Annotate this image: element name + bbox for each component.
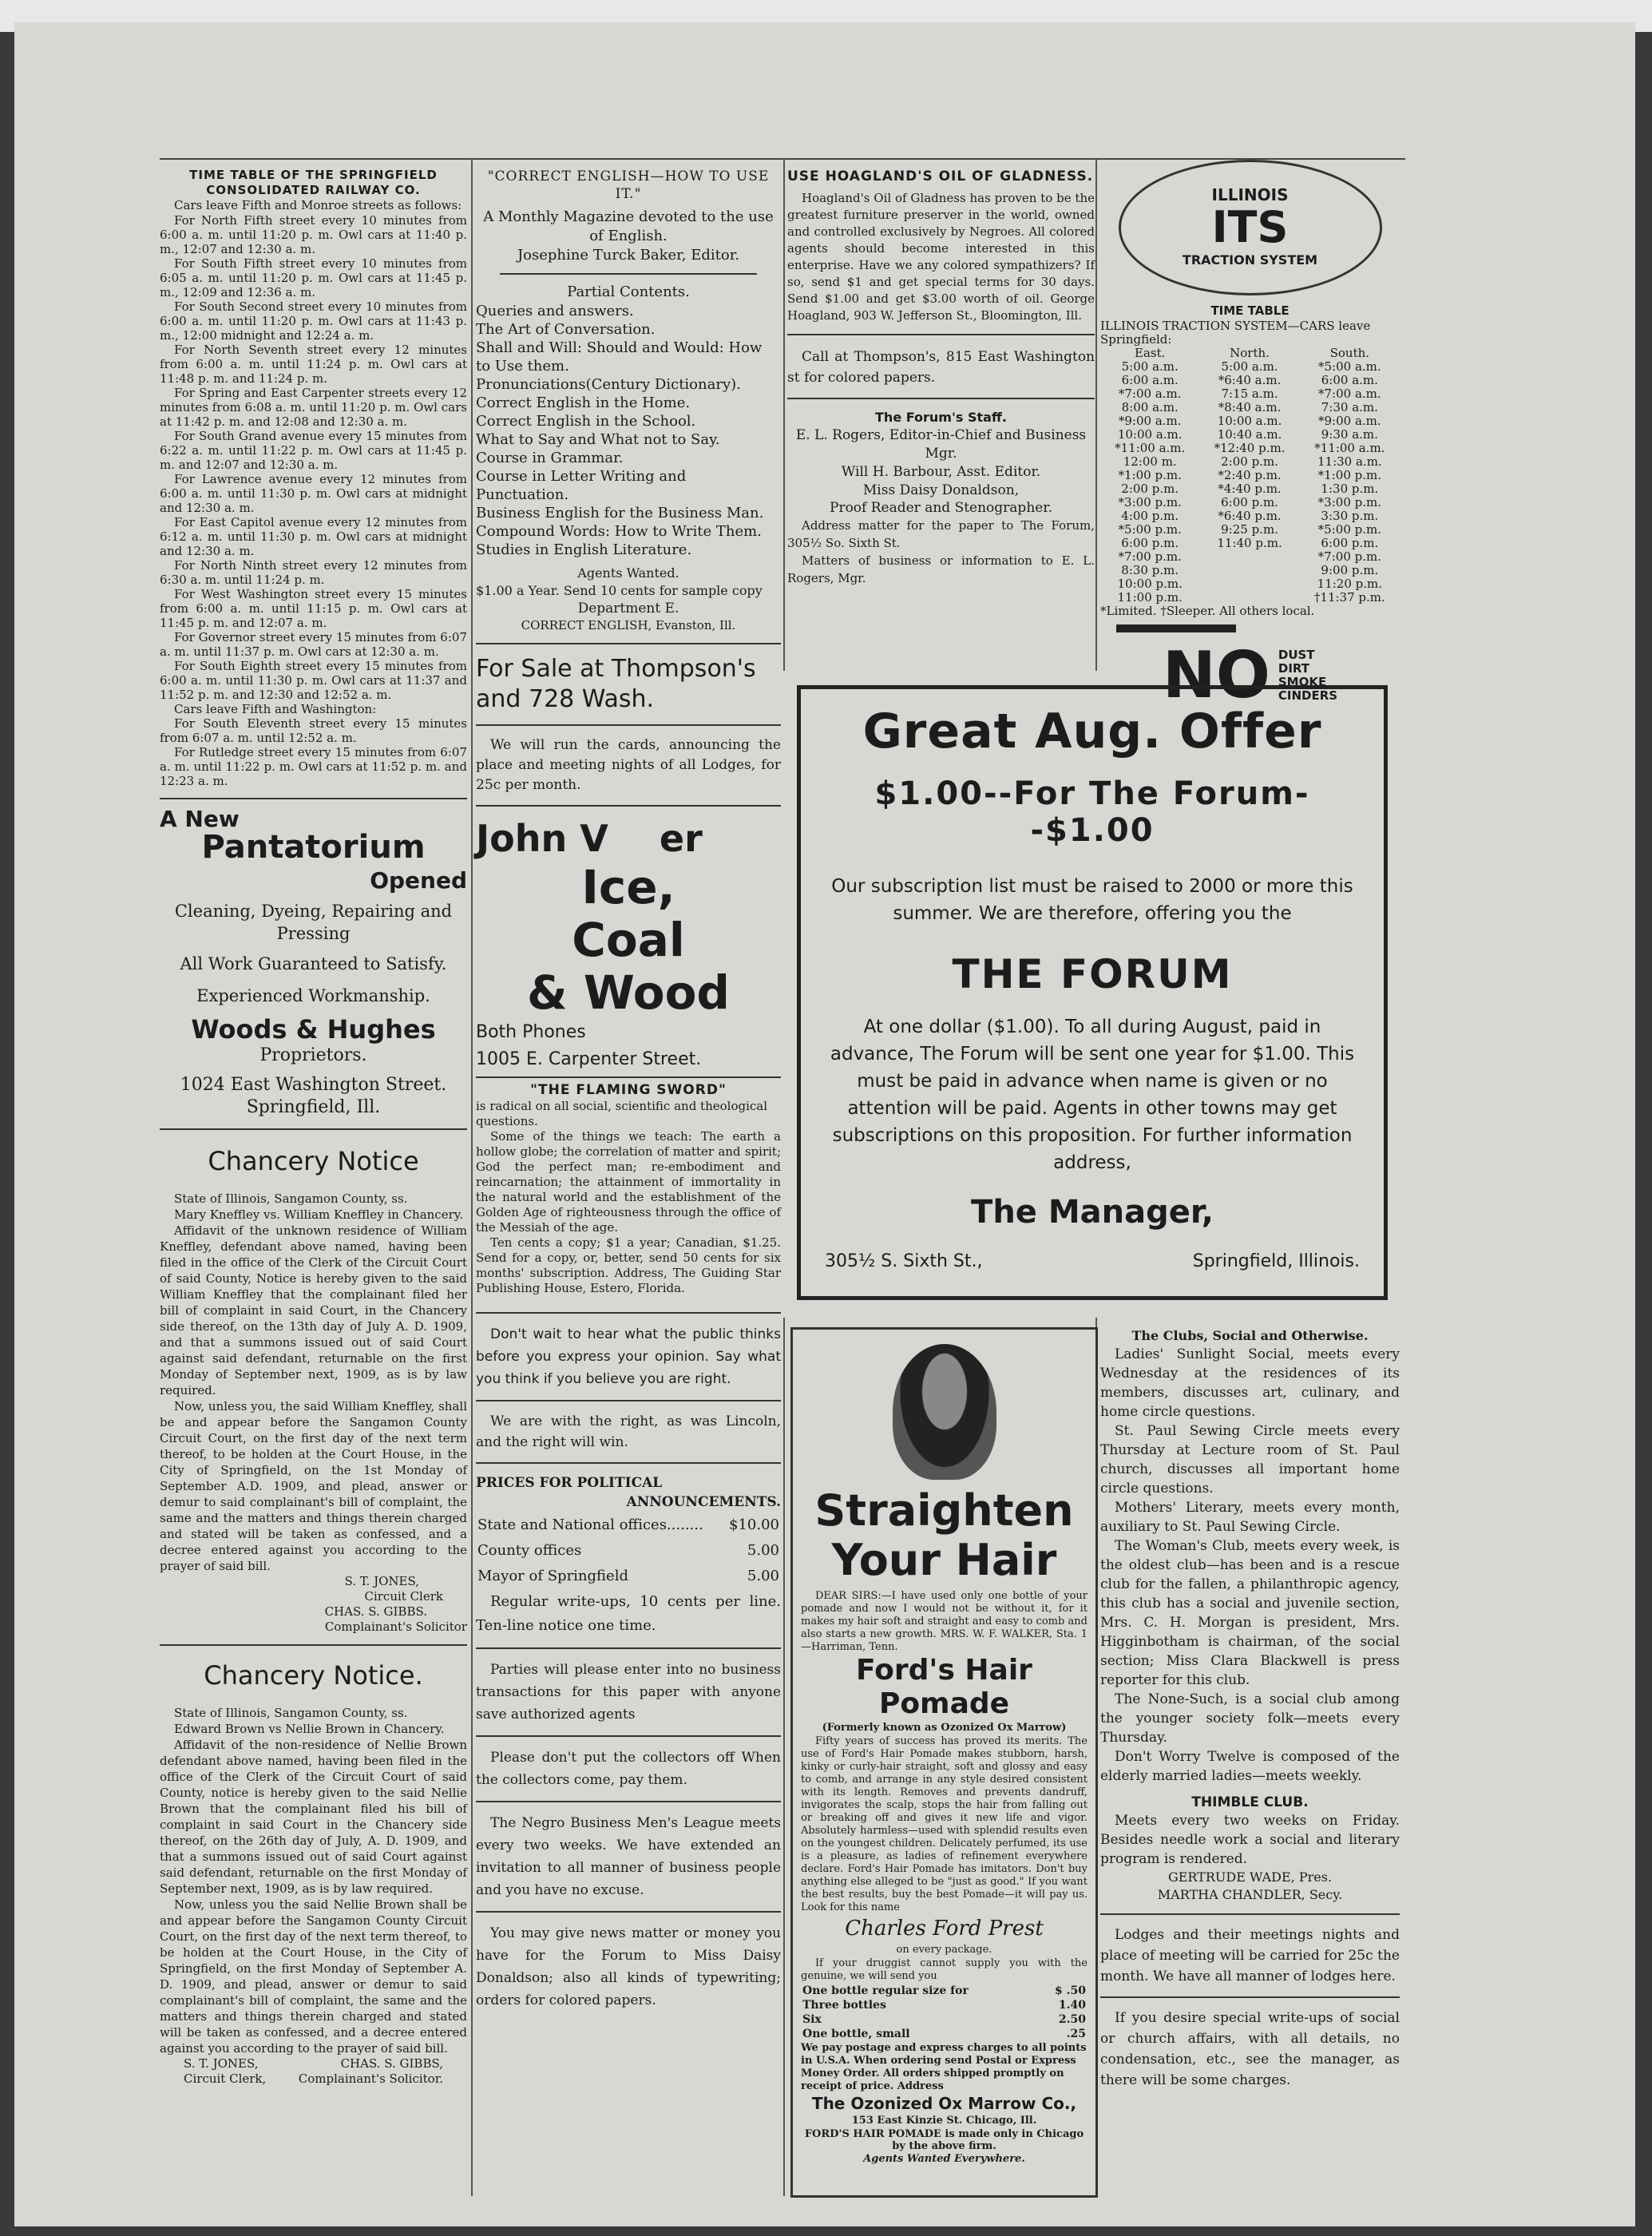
timetable-row	[1100, 428, 1400, 442]
contents-item: Studies in English Literature.	[476, 541, 692, 558]
hair-prices	[801, 1983, 1087, 2042]
flaming-sword-p3: Ten cents a copy; $1 a year; Canadian, $1.25. Send for a copy, or, better, send 50 cents for six months' subscription. Address, The Guiding Star Publishing House, Estero, Florida.	[476, 1235, 781, 1295]
flaming-sword-title: "THE FLAMING SWORD"	[530, 1082, 727, 1098]
timetable-cell	[1199, 577, 1299, 591]
timetable-row	[1100, 537, 1400, 550]
no-item: DUST	[1278, 648, 1315, 662]
price-row	[802, 2028, 1086, 2040]
divider	[160, 1644, 467, 1646]
chancery-1-sig-2: Circuit Clerk	[364, 1589, 443, 1604]
timetable-row	[1100, 523, 1400, 537]
offer-forum: THE FORUM	[952, 951, 1233, 997]
lodges-notice: Lodges and their meetings nights and place of meeting will be carried for 25c the month. We have all manner of lodges here.	[1100, 1927, 1400, 1984]
correct-english-editor: Josephine Turck Baker, Editor.	[517, 247, 740, 264]
thimble-secy: MARTHA CHANDLER, Secy.	[1157, 1887, 1343, 1902]
correct-english-desc: A Monthly Magazine devoted to the use of English.	[483, 208, 774, 244]
divider	[476, 1312, 781, 1314]
price-row	[802, 1984, 1086, 1997]
chancery-1-sig-4: Complainant's Solicitor	[324, 1620, 467, 1634]
pantatorium-services: Cleaning, Dyeing, Repairing and Pressing	[174, 902, 453, 943]
staff-line-3: Miss Daisy Donaldson,	[862, 482, 1020, 498]
chancery-1-title: Chancery Notice	[208, 1146, 419, 1176]
divider	[1100, 1996, 1400, 1998]
illinois-traction-logo	[1119, 160, 1382, 295]
clubs-column	[1100, 1327, 1400, 2091]
timetable-row	[1100, 455, 1400, 469]
pantatorium-owners: Woods & Hughes	[191, 1014, 436, 1045]
club-item: The Woman's Club, meets every week, is the oldest club—has been and is a rescue club for the fallen, a philanthropic agency, this club has a social and juvenile section, Mrs. C. H. Morgan is president, Mrs. Higginbotham is chairman, of the social section; Miss Clara Blackwell is press reporter for this club.	[1100, 1538, 1400, 1688]
divider	[787, 398, 1095, 399]
contents-item: Queries and answers.	[476, 303, 634, 319]
divider	[160, 1128, 467, 1130]
cards-notice: We will run the cards, announcing the place and meeting nights of all Lodges, for 25c per month.	[476, 737, 781, 793]
john-v-wood: & Wood	[527, 965, 730, 1020]
chancery-2-sig-4: Complainant's Solicitor.	[298, 2071, 443, 2086]
pantatorium-title: Pantatorium	[201, 829, 426, 866]
chancery-2-sig-2: CHAS. S. GIBBS,	[340, 2056, 443, 2071]
hair-company-address: 153 East Kinzie St. Chicago, Ill.	[851, 2115, 1037, 2127]
chancery-1-paragraph: State of Illinois, Sangamon County, ss.	[174, 1191, 408, 1206]
timetable-cell: *6:40 a.m.	[1218, 373, 1282, 387]
contents-item: The Art of Conversation.	[476, 321, 656, 338]
chancery-1-sig-3: CHAS. S. GIBBS.	[324, 1604, 427, 1619]
timetable-row	[1100, 482, 1400, 496]
column-3-top	[787, 168, 1095, 587]
correct-english-price: $1.00 a Year. Send 10 cents for sample copy	[476, 583, 763, 598]
pantatorium-line-1: A New	[160, 806, 240, 832]
timetable-cell: 11:20 p.m.	[1317, 577, 1383, 591]
contents-item: Correct English in the School.	[476, 413, 696, 430]
railway-route: For South Fifth street every 10 minutes from 6:05 a. m. until 11:20 p. m. Owl cars at 11:45 p. m., 12:09 and 12:36 a. m.	[160, 256, 467, 299]
price-value: $ .50	[1055, 1984, 1086, 1997]
railway-route: For West Washington street every 15 minutes from 6:00 a. m. until 11:15 p. m. Owl cars at 11:45 p. m. and 12:07 a. m.	[160, 587, 467, 630]
column-rule-2b	[783, 1318, 785, 2196]
chancery-2-sig-3: Circuit Clerk,	[184, 2071, 267, 2086]
price-label: Three bottles	[802, 1999, 886, 2012]
traction-timetable	[1100, 347, 1400, 605]
chancery-2-paragraph: Affidavit of the non-residence of Nellie Brown defendant above named, having been filed in the office of the Clerk of the Circuit Court of said County, notice is hereby given to the said Nellie Brown that the complainant filed his bill of complaint in said Court in the Chancery side thereof, on the 26th day of July, A. D. 1909, and that a summons issued out of said Court against said defendant, returnable on the first Monday of September next, 1909, as is by law required.	[160, 1738, 467, 1896]
header-north: North.	[1230, 346, 1270, 360]
chancery-2-paragraph: Edward Brown vs Nellie Brown in Chancery.	[174, 1722, 445, 1736]
timetable-cell: *11:00 a.m.	[1314, 441, 1385, 455]
timetable-cell: †11:37 p.m.	[1313, 590, 1385, 605]
railway-route: For South Eleventh street every 15 minutes from 6:07 a. m. until 12:52 a. m.	[160, 716, 467, 745]
divider	[476, 643, 781, 644]
thompson-notice: Call at Thompson's, 815 East Washington st for colored papers.	[787, 349, 1095, 386]
price-row	[802, 2013, 1086, 2026]
divider	[160, 798, 467, 799]
railway-route: For North Seventh street every 12 minutes from 6:00 a. m. until 11:24 p. m. Owl cars at 11:48 p. m. and 11:24 p. m.	[160, 343, 467, 386]
timetable-row	[1100, 577, 1400, 591]
rate-row	[477, 1513, 779, 1537]
price-value: 1.40	[1058, 1999, 1086, 2012]
offer-title: Great Aug. Offer	[862, 704, 1322, 759]
correct-english-title: "CORRECT ENGLISH—HOW TO USE IT."	[487, 168, 770, 202]
timetable-cell	[1199, 564, 1299, 577]
dont-wait-notice: Don't wait to hear what the public thinks before you express your opinion. Say what you think if you believe you are right.	[476, 1326, 781, 1387]
hair-made: FORD'S HAIR POMADE is made only in Chicago by the above firm.	[804, 2128, 1084, 2152]
divider	[476, 1801, 781, 1802]
offer-price: $1.00--For The Forum--$1.00	[874, 775, 1310, 849]
rate-price: 5.00	[747, 1542, 779, 1559]
chancery-1-paragraph: Now, unless you, the said William Kneffley, shall be and appear before the Sangamon County Circuit Court, on the first day of the next term thereof, to be holden at the Court House, in the City of Springfield, on the 1st Monday of September A.D. 1909, and plead, answer or demur to said complainant's bill of complaint, the same and the matters and things therein charged and stated will be taken as confessed, and a decree entered against you according to the prayer of said bill.	[160, 1399, 467, 1573]
column-rule-2	[783, 160, 785, 671]
special-writeups-notice: If you desire special write-ups of social or church affairs, with all details, no condensation, etc., see the manager, as there will be some charges.	[1100, 2010, 1400, 2088]
column-rule-1	[471, 160, 473, 2196]
timetable-cell: 11:30 a.m.	[1317, 454, 1382, 469]
divider	[476, 1076, 781, 1078]
pantatorium-address: 1024 East Washington Street.	[180, 1075, 447, 1095]
rate-label: Mayor of Springfield	[477, 1568, 628, 1584]
john-v-ad	[476, 816, 781, 1073]
timetable-header-row	[1100, 347, 1400, 360]
hoagland-body: Hoagland's Oil of Gladness has proven to be the greatest furniture preserver in the world, owned and controlled exclusively by Negroes. All colored agents should become interested in this enterprise. Have we any colored sympathizers? If so, send $1 and get special terms for 30 days. Send $1.00 and get $3.00 worth of oil. George Hoagland, 903 W. Jefferson St., Bloomington, Ill.	[787, 191, 1095, 323]
timetable-cell: *1:00 p.m.	[1317, 468, 1381, 482]
hair-brand-1: Ford's Hair	[856, 1654, 1032, 1687]
political-title-2: ANNOUNCEMENTS.	[626, 1494, 781, 1510]
traction-timetable-sub: ILLINOIS TRACTION SYSTEM—CARS leave Springfield:	[1100, 319, 1371, 347]
timetable-cell: *3:00 p.m.	[1118, 495, 1182, 509]
chancery-2-title: Chancery Notice.	[204, 1660, 423, 1691]
divider	[476, 1400, 781, 1401]
column-rule-3	[1095, 160, 1097, 671]
railway-route: For South Grand avenue every 15 minutes from 6:22 a. m. until 11:22 p. m. Owl cars at 11:45 p. m. and 12:07 and 12:30 a. m.	[160, 429, 467, 472]
chancery-2-paragraph: Now, unless you the said Nellie Brown shall be and appear before the Sangamon County Circuit Court, on the first day of the next term thereof, to be holden at the Court House, in the City of Springfield, on the first Monday of September A. D. 1909, and plead, answer or demur to said complainant's bill of complaint, the same and the matters and things therein charged and stated will be taken as confessed, and a decree entered against you according to the prayer of said bill.	[160, 1897, 467, 2056]
railway-route: For Governor street every 15 minutes from 6:07 a. m. until 11:37 p. m. Owl cars at 12:30 a. m.	[160, 630, 467, 659]
timetable-cell: 11:00 p.m.	[1117, 590, 1183, 605]
for-sale-notice: For Sale at Thompson's and 728 Wash.	[476, 655, 756, 713]
timetable-cell: 5:00 a.m.	[1121, 359, 1179, 374]
club-item: Ladies' Sunlight Social, meets every Wednesday at the residences of its members, discusses art, culinary, and home circle questions.	[1100, 1346, 1400, 1420]
no-item: CINDERS	[1278, 688, 1338, 703]
timetable-row	[1100, 374, 1400, 387]
timetable-cell: *9:00 a.m.	[1318, 414, 1381, 428]
hair-signature: Charles Ford Prest	[845, 1917, 1044, 1941]
contents-item: What to Say and What not to Say.	[476, 431, 720, 448]
traction-timetable-title: TIME TABLE	[1210, 303, 1290, 318]
clubs-title: The Clubs, Social and Otherwise.	[1131, 1328, 1369, 1343]
timetable-cell: *7:00 a.m.	[1318, 387, 1381, 401]
timetable-cell: 3:30 p.m.	[1321, 509, 1379, 523]
timetable-cell	[1199, 550, 1299, 564]
timetable-cell: 8:00 a.m.	[1121, 400, 1179, 414]
railway-route: For Rutledge street every 15 minutes from 6:07 a. m. until 11:22 p. m. Owl cars at 11:52 p. m. and 12:23 a. m.	[160, 745, 467, 788]
hair-title-1: Straighten	[814, 1485, 1074, 1536]
timetable-row	[1100, 509, 1400, 523]
john-v-ice: Ice,	[581, 860, 675, 914]
thimble-body: Meets every two weeks on Friday. Besides needle work a social and literary program is rendered.	[1100, 1813, 1400, 1867]
logo-mid-text: ITS	[1211, 202, 1289, 252]
timetable-cell: 11:40 p.m.	[1217, 536, 1282, 550]
john-v-address: 1005 E. Carpenter Street.	[476, 1049, 702, 1069]
clubs-list	[1100, 1345, 1400, 1786]
timetable-cell: 10:00 a.m.	[1117, 427, 1183, 442]
price-label: One bottle regular size for	[802, 1984, 969, 1997]
railway-route: For Spring and East Carpenter streets every 12 minutes from 6:08 a. m. until 11:20 p. m. Owl cars at 11:42 p. m. and 12:08 and 12:30 a. m.	[160, 386, 467, 429]
timetable-cell: 9:25 p.m.	[1221, 522, 1278, 537]
staff-line-5: Address matter for the paper to The Forum, 305½ So. Sixth St.	[787, 518, 1095, 550]
woman-portrait-icon	[893, 1344, 996, 1480]
collectors-notice: Please don't put the collectors off When the collectors come, pay them.	[476, 1750, 781, 1788]
timetable-cell: *2:40 p.m.	[1218, 468, 1282, 482]
rate-row	[477, 1564, 779, 1588]
divider	[476, 1735, 781, 1737]
correct-english-ad	[476, 168, 781, 633]
timetable-cell: *6:40 p.m.	[1218, 509, 1282, 523]
staff-line-4: Proof Reader and Stenographer.	[830, 500, 1052, 516]
chancery-2-signature-titles	[160, 2071, 467, 2087]
timetable-row	[1100, 591, 1400, 605]
chancery-2-body	[160, 1705, 467, 2056]
contents-item: Compound Words: How to Write Them.	[476, 523, 762, 540]
flaming-sword-p1: is radical on all social, scientific and theological questions.	[476, 1099, 768, 1128]
political-rates	[476, 1512, 781, 1590]
timetable-cell: 4:00 p.m.	[1121, 509, 1179, 523]
timetable-row	[1100, 360, 1400, 374]
correct-english-contents	[476, 302, 781, 559]
timetable-cell: 10:40 a.m.	[1217, 427, 1282, 442]
offer-address	[825, 1251, 1360, 1271]
chancery-1-paragraph: Affidavit of the unknown residence of William Kneffley, defendant above named, having been filed in the office of the Clerk of the Circuit Court of said County, Notice is hereby given to the said William Kneffley that the complainant filed her bill of complaint in said Court, in the Chancery side thereof, on the 13th day of July A. D. 1909, and that a summons issued out of said Court against said defendant, returnable on the first Monday of September next, 1909, as is by law required.	[160, 1223, 467, 1398]
timetable-cell: 7:15 a.m.	[1221, 387, 1278, 401]
rate-row	[477, 1539, 779, 1563]
hoagland-title: USE HOAGLAND'S OIL OF GLADNESS.	[787, 168, 1094, 184]
political-writeups: Regular write-ups, 10 cents per line. Ten-line notice one time.	[476, 1593, 781, 1634]
timetable-cell: *5:00 p.m.	[1118, 522, 1182, 537]
contents-item: Correct English in the Home.	[476, 394, 691, 411]
railway-timetable	[160, 198, 467, 788]
timetable-cell: 6:00 a.m.	[1321, 373, 1378, 387]
header-east: East.	[1135, 346, 1166, 360]
timetable-cell: *5:00 a.m.	[1318, 359, 1381, 374]
political-prices	[476, 1473, 781, 1638]
divider	[787, 334, 1095, 335]
timetable-cell: 6:00 p.m.	[1321, 536, 1379, 550]
price-label: Six	[802, 2013, 822, 2026]
timetable-cell: 2:00 p.m.	[1121, 482, 1179, 496]
divider	[500, 273, 757, 275]
railway-route: For North Ninth street every 12 minutes from 6:30 a. m. until 11:24 p. m.	[160, 558, 467, 587]
correct-english-dept: Department E.	[577, 601, 679, 616]
contents-item: Pronunciations(Century Dictionary).	[476, 376, 741, 393]
chancery-notice-1	[160, 1141, 467, 1635]
chancery-1-body	[160, 1191, 467, 1574]
railway-route: For Lawrence avenue every 12 minutes from 6:00 a. m. until 11:30 p. m. Owl cars at midnight and 12:30 a. m.	[160, 472, 467, 515]
chancery-notice-2	[160, 1655, 467, 2087]
timetable-cell: 12:00 m.	[1123, 454, 1177, 469]
railway-route: For North Fifth street every 10 minutes from 6:00 a. m. until 11:20 p. m. Owl cars at 11:40 p. m., 12:07 and 12:30 a. m.	[160, 213, 467, 256]
offer-body-2: At one dollar ($1.00). To all during August, paid in advance, The Forum will be sent one year for $1.00. This must be paid in advance when name is given or no attention will be paid. Agents in other towns may get subscriptions on this proposition. For further information address,	[830, 1017, 1355, 1173]
timetable-cell	[1199, 591, 1299, 605]
timetable-row	[1100, 564, 1400, 577]
divider	[476, 1647, 781, 1649]
divider	[476, 1911, 781, 1913]
chancery-2-sig-1: S. T. JONES,	[184, 2056, 259, 2071]
timetable-cell: 9:00 p.m.	[1321, 563, 1379, 577]
hair-agents: Agents Wanted Everywhere.	[863, 2153, 1025, 2165]
hair-title-2: Your Hair	[831, 1535, 1057, 1585]
timetable-row	[1100, 469, 1400, 482]
price-value: .25	[1066, 2028, 1086, 2040]
timetable-cell: *9:00 a.m.	[1118, 414, 1182, 428]
lincoln-notice: We are with the right, as was Lincoln, and the right will win.	[476, 1413, 781, 1450]
no-item: DIRT	[1278, 661, 1310, 676]
timetable-cell: *1:00 p.m.	[1118, 468, 1182, 482]
hair-letter: DEAR SIRS:—I have used only one bottle of your pomade and now I would not be without it, for it makes my hair soft and straight and easy to comb and also starts a new growth. MRS. W. F. WALKER, Sta. 1—Harriman, Tenn.	[801, 1590, 1087, 1653]
black-bar	[1116, 624, 1236, 632]
chancery-2-signatures	[160, 2056, 467, 2071]
hair-on-package: on every package.	[896, 1944, 992, 1956]
hair-postage: We pay postage and express charges to all points in U.S.A. When ordering send Postal or Express Money Order. All orders shipped promptly on receipt of price. Address	[801, 2042, 1087, 2092]
timetable-cell: *5:00 p.m.	[1317, 522, 1381, 537]
price-value: 2.50	[1058, 2013, 1086, 2026]
pantatorium-city: Springfield, Ill.	[246, 1097, 381, 1117]
offer-address-left: 305½ S. Sixth St.,	[825, 1251, 983, 1271]
railway-route: For South Eighth street every 15 minutes from 6:00 a. m. until 11:30 p. m. Owl cars at 11:37 and 11:52 p. m. and 12:30 and 12:52 a. m.	[160, 659, 467, 702]
staff-title: The Forum's Staff.	[875, 410, 1007, 425]
correct-english-agents: Agents Wanted.	[577, 565, 679, 581]
staff-line-2: Will H. Barbour, Asst. Editor.	[841, 464, 1041, 480]
column-4-top	[1100, 160, 1400, 712]
chancery-2-paragraph: State of Illinois, Sangamon County, ss.	[174, 1706, 408, 1720]
forum-staff	[787, 409, 1095, 587]
timetable-cell: *7:00 p.m.	[1118, 549, 1182, 564]
great-august-offer	[797, 685, 1388, 1300]
flaming-sword-p2: Some of the things we teach: The earth a hollow globe; the correlation of matter and spirit; God the perfect man; re-embodiment and reincarnation; the attainment of immortality in the natural world and the establishment of the Golden Age of righteousness through the office of the Messiah of the age.	[476, 1129, 781, 1235]
pantatorium-proprietors: Proprietors.	[259, 1045, 367, 1065]
rate-label: State and National offices........	[477, 1516, 703, 1533]
chancery-1-paragraph: Mary Kneffley vs. William Kneffley in Chancery.	[174, 1207, 463, 1222]
negro-league-notice: The Negro Business Men's League meets every two weeks. We have extended an invitation to all manner of business people and you have no excuse.	[476, 1815, 781, 1898]
timetable-cell: 1:30 p.m.	[1321, 482, 1379, 496]
pantatorium-guarantee: All Work Guaranteed to Satisfy.	[180, 954, 447, 973]
flaming-sword-ad	[476, 1081, 781, 1296]
news-matter-notice: You may give news matter or money you have for the Forum to Miss Daisy Donaldson; also all kinds of typewriting; orders for colored papers.	[476, 1925, 781, 2008]
timetable-cell: *12:40 p.m.	[1214, 441, 1286, 455]
divider	[1100, 1913, 1400, 1915]
rate-label: County offices	[477, 1542, 582, 1559]
timetable-cell: 10:00 a.m.	[1217, 414, 1282, 428]
hair-company: The Ozonized Ox Marrow Co.,	[811, 2094, 1077, 2113]
club-item: St. Paul Sewing Circle meets every Thursday at Lecture room of St. Paul church, discusses all important home circle questions.	[1100, 1423, 1400, 1497]
hair-brand-2: Pomade	[878, 1687, 1010, 1720]
timetable-cell: 6:00 p.m.	[1221, 495, 1278, 509]
column-2	[476, 168, 781, 2012]
timetable-cell: *8:40 a.m.	[1218, 400, 1282, 414]
timetable-row	[1100, 442, 1400, 455]
timetable-cell: 6:00 a.m.	[1121, 373, 1179, 387]
traction-footnote: *Limited. †Sleeper. All others local.	[1100, 604, 1315, 618]
timetable-cell: *11:00 a.m.	[1115, 441, 1186, 455]
divider	[476, 724, 781, 726]
staff-line-1: E. L. Rogers, Editor-in-Chief and Business Mgr.	[795, 427, 1087, 462]
timetable-cell: 2:00 p.m.	[1221, 454, 1278, 469]
parties-notice: Parties will please enter into no business transactions for this paper with anyone save authorized agents	[476, 1662, 781, 1723]
pantatorium-opened: Opened	[370, 867, 467, 894]
contents-item: Shall and Will: Should and Would: How to Use them.	[476, 339, 763, 375]
divider	[476, 1462, 781, 1464]
contents-item: Course in Letter Writing and Punctuation.	[476, 468, 687, 503]
hair-druggist: If your druggist cannot supply you with the genuine, we will send you	[801, 1957, 1087, 1982]
timetable-row	[1100, 401, 1400, 414]
logo-top-text: ILLINOIS	[1211, 185, 1289, 204]
timetable-cell: *3:00 p.m.	[1317, 495, 1381, 509]
timetable-cell: 9:30 a.m.	[1321, 427, 1378, 442]
header-south: South.	[1329, 346, 1370, 360]
political-title-1: PRICES FOR POLITICAL	[476, 1475, 663, 1491]
timetable-cell: 5:00 a.m.	[1221, 359, 1278, 374]
logo-bottom-text: TRACTION SYSTEM	[1182, 252, 1318, 268]
timetable-cell: 7:30 a.m.	[1321, 400, 1378, 414]
contents-item: Business English for the Business Man.	[476, 505, 764, 521]
hair-body: Fifty years of success has proved its merits. The use of Ford's Hair Pomade makes stubborn, harsh, kinky or curly-hair straight, soft and glossy and easy to comb, and arrange in any style desired consistent with its length. Removes and prevents dandruff, invigorates the scalp, stops the hair from falling out or breaking off and gives it new life and vigor. Absolutely harmless—used with splendid results even on the youngest children. Delicately perfumed, its use is a pleasure, as ladies of refinement everywhere declare. Ford's Hair Pomade has imitators. Don't buy anything else alleged to be "just as good." If you want the best results, buy the best Pomade—it will pay us. Look for this name	[801, 1735, 1087, 1913]
price-row	[802, 1999, 1086, 2012]
timetable-row	[1100, 387, 1400, 401]
staff-line-6: Matters of business or information to E. L. Rogers, Mgr.	[787, 553, 1095, 585]
railway-timetable-title: TIME TABLE OF THE SPRINGFIELD CONSOLIDATED RAILWAY CO.	[189, 168, 438, 197]
railway-route: For South Second street every 10 minutes from 6:00 a. m. until 11:20 p. m. Owl cars at 11:43 p. m., 12:00 midnight and 12:24 a. m.	[160, 299, 467, 343]
pantatorium-ad	[160, 806, 467, 1119]
pantatorium-experienced: Experienced Workmanship.	[196, 986, 430, 1005]
timetable-cell: *7:00 a.m.	[1118, 387, 1182, 401]
price-label: One bottle, small	[802, 2028, 910, 2040]
correct-english-contents-heading: Partial Contents.	[567, 283, 690, 300]
divider	[476, 805, 781, 807]
club-item: The None-Such, is a social club among the younger society folk—meets every Thursday.	[1100, 1691, 1400, 1746]
timetable-cell: 8:30 p.m.	[1121, 563, 1179, 577]
railway-intro: Cars leave Fifth and Monroe streets as follows:	[174, 198, 462, 212]
john-v-name: John V er	[476, 817, 703, 860]
correct-english-address: CORRECT ENGLISH, Evanston, Ill.	[521, 618, 736, 632]
timetable-cell: 6:00 p.m.	[1121, 536, 1179, 550]
john-v-coal: Coal	[572, 913, 685, 967]
rate-price: $10.00	[729, 1516, 779, 1533]
no-text: NO	[1162, 638, 1270, 712]
timetable-cell: *4:40 p.m.	[1218, 482, 1282, 496]
thimble-title: THIMBLE CLUB.	[1191, 1794, 1309, 1810]
offer-manager: The Manager,	[971, 1194, 1214, 1231]
no-item: SMOKE	[1278, 675, 1327, 689]
rate-price: 5.00	[747, 1568, 779, 1584]
john-v-phones: Both Phones	[476, 1022, 586, 1042]
timetable-row	[1100, 550, 1400, 564]
timetable-row	[1100, 496, 1400, 509]
chancery-1-sig-1: S. T. JONES,	[344, 1574, 419, 1588]
timetable-cell: *7:00 p.m.	[1317, 549, 1381, 564]
railway-route: For East Capitol avenue every 12 minutes from 6:12 a. m. until 11:30 p. m. Owl cars at midnight and 12:30 a. m.	[160, 515, 467, 558]
offer-address-right: Springfield, Illinois.	[1192, 1251, 1360, 1271]
hair-pomade-ad	[790, 1327, 1098, 2198]
timetable-cell: 10:00 p.m.	[1117, 577, 1183, 591]
contents-item: Course in Grammar.	[476, 450, 624, 466]
hair-formerly: (Formerly known as Ozonized Ox Marrow)	[822, 1722, 1067, 1734]
railway-route: Cars leave Fifth and Washington:	[174, 702, 377, 716]
offer-body-1: Our subscription list must be raised to 2000 or more this summer. We are therefore, offering you the	[831, 876, 1353, 924]
club-item: Mothers' Literary, meets every month, auxiliary to St. Paul Sewing Circle.	[1100, 1500, 1400, 1535]
club-item: Don't Worry Twelve is composed of the elderly married ladies—meets weekly.	[1100, 1749, 1400, 1784]
thimble-pres: GERTRUDE WADE, Pres.	[1167, 1869, 1333, 1885]
column-1	[160, 168, 467, 2087]
timetable-row	[1100, 414, 1400, 428]
